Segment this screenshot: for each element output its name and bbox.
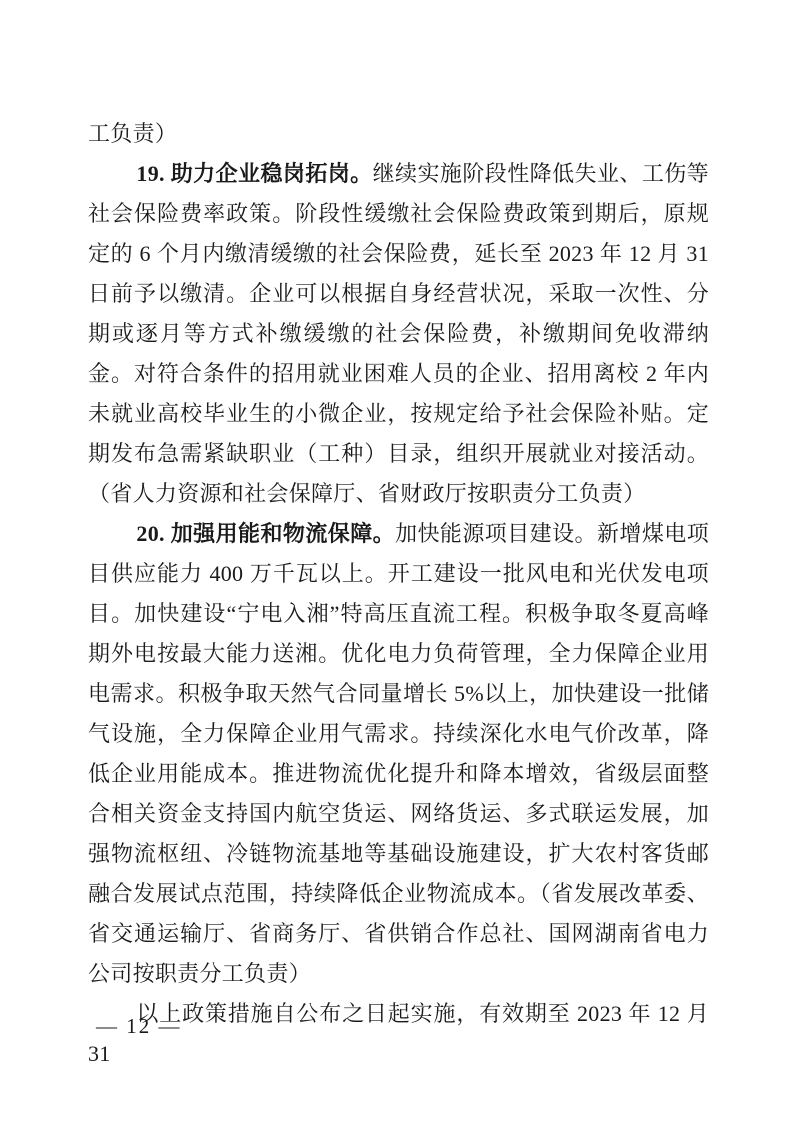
paragraph-item-19 xyxy=(88,154,709,514)
paragraph-item-20 xyxy=(88,514,709,994)
paragraph-20-heading: 20. 加强用能和物流保障。 xyxy=(136,521,396,546)
paragraph-20-text: 加快能源项目建设。新增煤电项目供应能力 400 万千瓦以上。开工建设一批风电和光伏发电项目。加快建设“宁电入湘”特高压直流工程。积极争取冬夏高峰期外电按最大能力送湘。优化电力负荷管理，全力保障企业用电需求。积极争取天然气合同量增长 5%以上，加快建设一批储气设施，全力保障企业用气需求。持续深化水电气价改革，降低企业用能成本。推进物流优化提升和降本增效，省级层面整合相关资金支持国内航空货运、网络货运、多式联运发展，加强物流枢纽、冷链物流基地等基础设施建设，扩大农村客货邮融合发展试点范围，持续降低企业物流成本。（省发展改革委、省交通运输厅、省商务厅、省供销合作总社、国网湖南省电力公司按职责分工负责） xyxy=(88,521,709,986)
paragraph-closing: 以上政策措施自公布之日起实施，有效期至 2023 年 12 月 31 xyxy=(88,1001,709,1066)
paragraph-19-heading: 19. 助力企业稳岗拓岗。 xyxy=(136,161,373,186)
page-number: — 12 — xyxy=(96,1014,182,1038)
paragraph-continuation: 工负责） xyxy=(88,121,178,146)
paragraph-19-text: 继续实施阶段性降低失业、工伤等社会保险费率政策。阶段性缓缴社会保险费政策到期后，原规定的 6 个月内缴清缓缴的社会保险费，延长至 2023 年 12 月 31 日前予以缴清。企业可以根据自身经营状况，采取一次性、分期或逐月等方式补缴缓缴的社会保险费，补缴期间免收滞纳金。对符合条件的招用就业困难人员的企业、招用离校 2 年内未就业高校毕业生的小微企业，按规定给予社会保险补贴。定期发布急需紧缺职业（工种）目录，组织开展就业对接活动。（省人力资源和社会保障厅、省财政厅按职责分工负责） xyxy=(88,161,709,506)
document-body xyxy=(88,114,709,1074)
